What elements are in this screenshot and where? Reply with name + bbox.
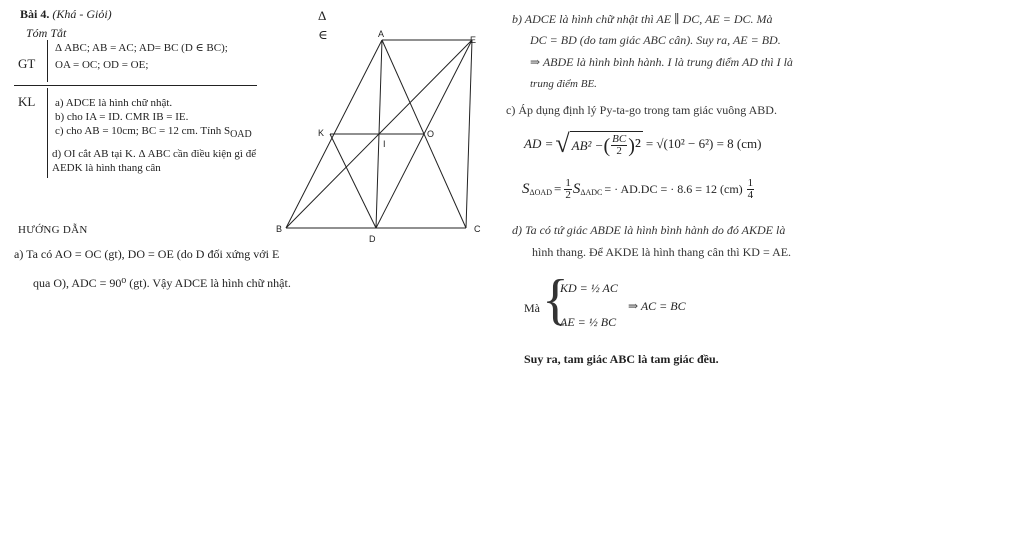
solution-d-line1: d) Ta có tứ giác ABDE là hình bình hành do đó AKDE là xyxy=(512,223,786,237)
formula-area-rest: = · AD.DC = · 8.6 = 12 (cm) xyxy=(604,181,743,196)
kl-item-d-line1: d) OI cắt AB tại K. Δ ABC cần điều kiện gì để xyxy=(52,148,257,160)
exercise-level: (Khá - Giỏi) xyxy=(52,7,112,21)
label-c: C xyxy=(474,224,481,234)
solution-d-ma: Mà xyxy=(524,301,540,315)
label-a: A xyxy=(378,30,385,39)
gt-divider xyxy=(47,40,48,82)
solution-a-line2: qua O), ADC = 90⁰ (gt). Vậy ADCE là hình chữ nhật. xyxy=(33,276,291,290)
formula-ad xyxy=(524,130,761,159)
gt-line-2: OA = OC; OD = OE; xyxy=(55,59,149,71)
guide-heading: HƯỚNG DẪN xyxy=(18,224,88,236)
floating-delta-symbol: Δ xyxy=(318,8,327,23)
formula-area-s1: S xyxy=(522,181,530,198)
system-brace-icon: { xyxy=(542,269,569,331)
formula-ad-den: 2 xyxy=(616,145,622,158)
paren-open-icon: ( xyxy=(603,134,611,157)
segment-ec xyxy=(466,40,472,228)
formula-area-half xyxy=(564,178,572,201)
paren-close-icon: )² xyxy=(628,134,641,157)
formula-area-quarter-num: 1 xyxy=(747,177,754,189)
formula-area-sub1: ΔOAD xyxy=(529,188,552,198)
solution-d-line2: hình thang. Để AKDE là hình thang cân thì KD = AE. xyxy=(532,245,792,259)
floating-element-of-symbol: ∈ xyxy=(318,27,328,42)
formula-area xyxy=(522,178,755,201)
kl-item-c xyxy=(55,125,252,140)
solution-b-line1: b) ADCE là hình chữ nhật thì AE ∥ DC, AE = DC. Mà xyxy=(512,12,773,26)
formula-area-sub2: ΔADC xyxy=(580,188,603,198)
label-d: D xyxy=(369,234,376,244)
kl-item-a: a) ADCE là hình chữ nhật. xyxy=(55,97,173,109)
label-e: E xyxy=(470,35,477,45)
kl-item-d-line2: AEDK là hình thang cân xyxy=(52,162,161,174)
kl-label: KL xyxy=(18,94,36,109)
kl-divider xyxy=(47,88,48,178)
formula-area-half-den: 2 xyxy=(565,189,571,201)
solution-d-conclusion: Suy ra, tam giác ABC là tam giác đều. xyxy=(524,352,719,366)
label-k: K xyxy=(318,128,325,138)
kl-item-c-subscript: OAD xyxy=(230,129,252,141)
formula-area-s2: S xyxy=(572,181,581,198)
segment-kd xyxy=(330,134,376,228)
kl-item-c-text: c) cho AB = 10cm; BC = 12 cm. Tính S xyxy=(55,125,231,137)
label-i: I xyxy=(383,139,386,149)
formula-ad-fraction xyxy=(611,134,627,157)
exercise-number: Bài 4. xyxy=(20,7,50,21)
system-eq2: AE = ½ BC xyxy=(560,315,617,329)
sqrt-radical-icon: √ xyxy=(555,129,570,158)
formula-area-quarter-den: 4 xyxy=(747,189,754,201)
formula-ad-radicand xyxy=(570,131,643,157)
solution-c-line1: c) Áp dụng định lý Py-ta-go trong tam giác vuông ABD. xyxy=(506,103,777,117)
exercise-title xyxy=(20,8,112,21)
formula-ad-num: BC xyxy=(612,133,627,146)
geometry-figure xyxy=(270,27,490,250)
summary-label: Tóm Tắt xyxy=(26,26,67,40)
label-o: O xyxy=(427,129,435,139)
formula-area-quarter xyxy=(747,178,755,201)
gt-kl-separator xyxy=(14,85,257,86)
formula-ad-left: AD = xyxy=(524,136,554,152)
label-b: B xyxy=(276,224,283,234)
solution-a-line1: a) Ta có AO = OC (gt), DO = OE (do D đối xứng với E xyxy=(14,247,280,261)
formula-area-half-num: 1 xyxy=(565,177,571,189)
gt-line-1: Δ ABC; AB = AC; AD= BC (D ∈ BC); xyxy=(55,42,228,54)
formula-ad-result: = √(10² − 6²) = 8 (cm) xyxy=(645,136,762,152)
gt-label: GT xyxy=(18,56,36,71)
solution-b-line2: DC = BD (do tam giác ABC cân). Suy ra, AE = BD. xyxy=(530,33,781,47)
solution-b-line4: trung điểm BE. xyxy=(530,78,597,90)
system-implies: ⇒ AC = BC xyxy=(628,299,686,313)
formula-ad-ab: AB² − xyxy=(571,137,604,153)
kl-item-b: b) cho IA = ID. CMR IB = IE. xyxy=(55,111,189,123)
solution-b-line3: ⇒ ABDE là hình bình hành. I là trung điểm AD thì I là xyxy=(530,55,793,69)
formula-area-eq: = xyxy=(553,181,562,197)
system-eq1: KD = ½ AC xyxy=(560,281,618,295)
